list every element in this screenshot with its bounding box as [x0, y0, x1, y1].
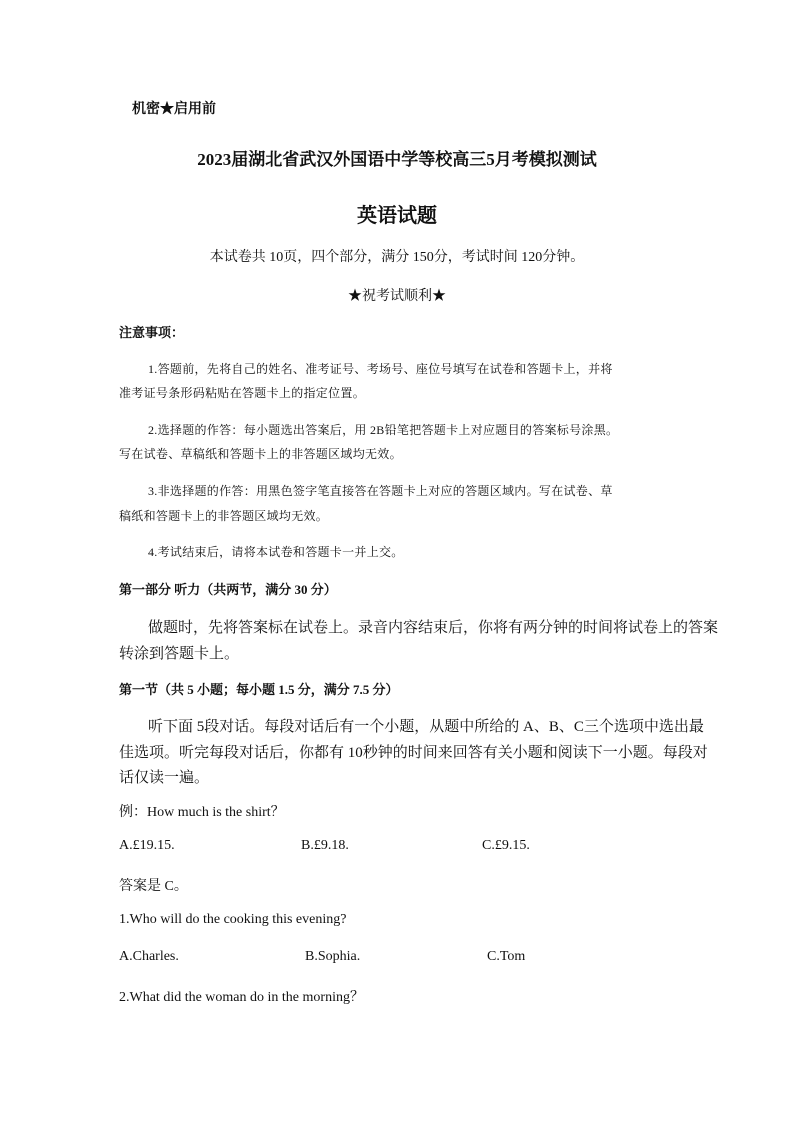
question-1-option-a: A.Charles.: [119, 949, 179, 964]
notes-heading: 注意事项：: [119, 325, 185, 340]
note-1-line-1: 1.答题前，先将自己的姓名、准考证号、考场号、座位号填写在试卷和答题卡上，并将: [148, 362, 613, 376]
part1-intro-line-1: 做题时，先将答案标在试卷上。录音内容结束后，你将有两分钟的时间将试卷上的答案: [148, 620, 719, 636]
part1-intro-line-2: 转涂到答题卡上。: [119, 646, 240, 662]
note-4-line-1: 4.考试结束后，请将本试卷和答题卡一并上交。: [148, 545, 404, 559]
section1-intro-line-1: 听下面 5段对话。每段对话后有一个小题，从题中所给的 A、B、C三个选项中选出最: [148, 719, 704, 735]
example-answer: 答案是 C。: [119, 879, 188, 894]
example-option-c: C.£9.15.: [482, 838, 530, 853]
note-1-line-2: 准考证号条形码粘贴在答题卡上的指定位置。: [119, 386, 366, 400]
section1-intro-line-2: 佳选项。听完每段对话后，你都有 10秒钟的时间来回答有关小题和阅读下一小题。每段对: [119, 745, 708, 761]
exam-info: 本试卷共 10页，四个部分，满分 150分，考试时间 120分钟。: [209, 250, 585, 265]
section1-intro-line-3: 话仅读一遍。: [119, 770, 210, 786]
note-3-line-2: 稿纸和答题卡上的非答题区域均无效。: [119, 509, 329, 523]
section1-heading: 第一节（共 5 小题；每小题 1.5 分，满分 7.5 分）: [119, 682, 399, 697]
question-1-option-c: C.Tom: [487, 949, 526, 964]
blessing: ★祝考试顺利★: [348, 289, 446, 304]
example-option-a: A.£19.15.: [119, 838, 175, 853]
note-3-line-1: 3.非选择题的作答：用黑色签字笔直接答在答题卡上对应的答题区域内。写在试卷、草: [148, 484, 613, 498]
exam-title: 2023届湖北省武汉外国语中学等校高三5月考模拟测试: [197, 150, 597, 169]
example-question: 例：How much is the shirt？: [119, 805, 285, 820]
subject-title: 英语试题: [357, 205, 437, 227]
note-2-line-1: 2.选择题的作答：每小题选出答案后，用 2B铅笔把答题卡上对应题目的答案标号涂黑。: [148, 423, 619, 437]
question-1-option-b: B.Sophia.: [305, 949, 361, 964]
example-option-b: B.£9.18.: [301, 838, 349, 853]
question-1: 1.Who will do the cooking this evening?: [119, 912, 347, 927]
question-2: 2.What did the woman do in the morning？: [119, 990, 364, 1005]
note-2-line-2: 写在试卷、草稿纸和答题卡上的非答题区域均无效。: [119, 447, 402, 461]
part1-heading: 第一部分 听力（共两节，满分 30 分）: [119, 582, 337, 597]
confidential-mark: 机密★启用前: [132, 102, 216, 117]
